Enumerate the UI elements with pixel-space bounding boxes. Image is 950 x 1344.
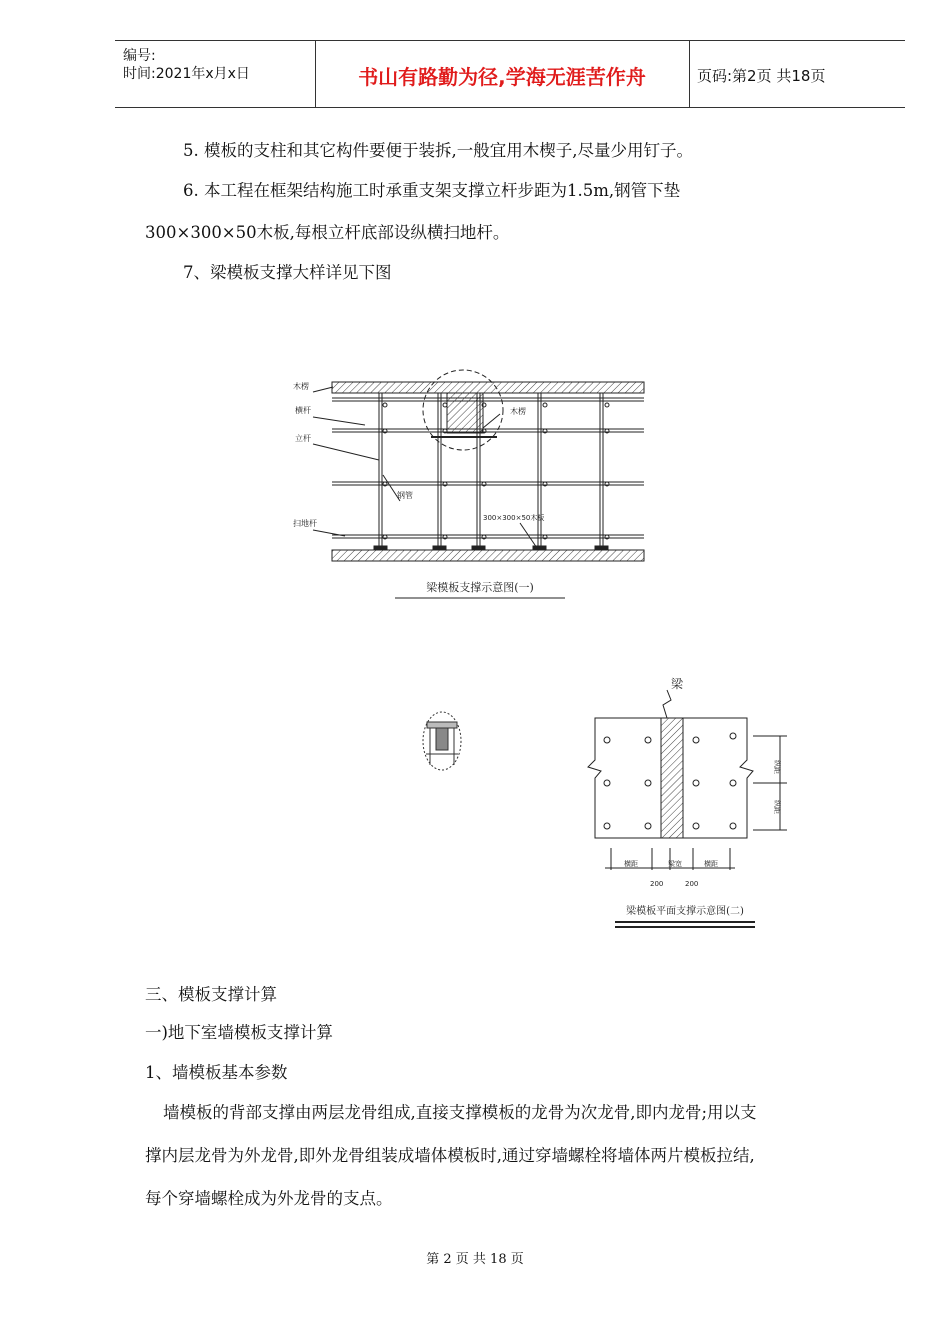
label-wood-purlin-2: 木楞: [510, 407, 526, 416]
code-label: 编号:: [123, 48, 156, 64]
label-wood-pad: 300×300×50木板: [483, 514, 545, 522]
header-motto-cell: [315, 41, 690, 107]
item-1-heading: 1、墙模板基本参数: [145, 1063, 288, 1082]
dim-200-a: 200: [650, 880, 664, 888]
header-page-cell: [689, 41, 905, 107]
beam-support-diagram-1: [285, 365, 655, 605]
paragraph-5: 5. 模板的支柱和其它构件要便于装拆,一般宜用木楔子,尽量少用钉子。: [183, 141, 693, 160]
beam-plan-support-diagram-2: [575, 670, 795, 942]
label-cross-bar: 横杆: [295, 406, 311, 415]
dim-beam-width: 梁宽: [668, 860, 682, 868]
motto-text: 书山有路勤为径,学海无涯苦作舟: [358, 65, 646, 89]
dim-long-1: 纵距: [773, 760, 781, 774]
detail-thumbnail: [418, 710, 466, 772]
section-3-heading: 三、模板支撑计算: [145, 985, 277, 1004]
paragraph-wall-line1: 墙模板的背部支撑由两层龙骨组成,直接支撑模板的龙骨为次龙骨,即内龙骨;用以支: [163, 1103, 757, 1122]
dim-long-2: 纵距: [773, 800, 781, 814]
label-upright: 立杆: [295, 434, 311, 443]
paragraph-6-line1: 6. 本工程在框架结构施工时承重支架支撑立杆步距为1.5m,钢管下垫: [183, 181, 681, 200]
dim-cross-2: 横距: [704, 860, 718, 868]
page-footer: 第 2 页 共 18 页: [426, 1252, 524, 1267]
label-wood-purlin: 木楞: [293, 382, 309, 391]
page-header: [115, 40, 905, 108]
figure1-caption: 梁模板支撑示意图(一): [426, 581, 534, 594]
subsection-1-heading: 一)地下室墙模板支撑计算: [145, 1023, 333, 1042]
figure2-caption: 梁模板平面支撑示意图(二): [626, 906, 744, 917]
label-sweep-bar: 扫地杆: [293, 519, 317, 528]
dim-cross-1: 横距: [624, 860, 638, 868]
header-meta-cell: [115, 41, 316, 107]
paragraph-wall-line2: 撑内层龙骨为外龙骨,即外龙骨组装成墙体模板时,通过穿墙螺栓将墙体两片模板拉结,: [145, 1146, 755, 1165]
time-label: 时间:2021年x月x日: [123, 66, 250, 82]
paragraph-6-line2: 300×300×50木板,每根立杆底部设纵横扫地杆。: [145, 223, 510, 242]
paragraph-wall-line3: 每个穿墙螺栓成为外龙骨的支点。: [145, 1189, 393, 1208]
dim-200-b: 200: [685, 880, 699, 888]
page-info: 页码:第2页 共18页: [697, 67, 826, 85]
beam-label: 梁: [671, 677, 684, 691]
paragraph-7: 7、梁模板支撑大样详见下图: [183, 263, 392, 282]
label-steel-pipe: 钢管: [397, 491, 413, 500]
